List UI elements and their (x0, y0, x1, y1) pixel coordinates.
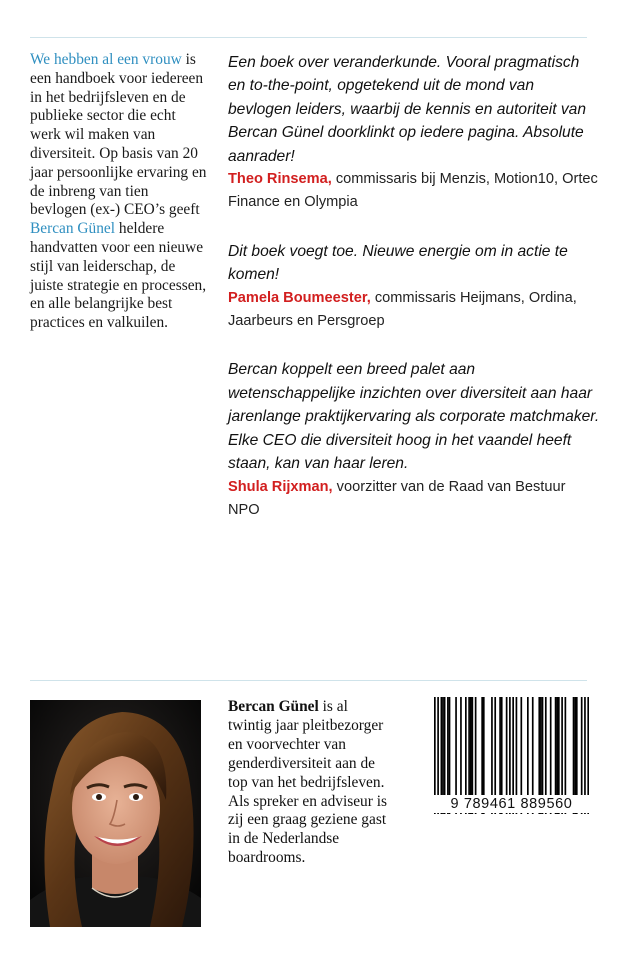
endorser-name: Theo Rinsema, (228, 171, 332, 188)
author-portrait-image (30, 700, 201, 927)
author-highlight: Bercan Günel (30, 220, 116, 238)
endorser-name: Shula Rijxman, (228, 478, 333, 495)
endorser-name: Pamela Boumeester, (228, 289, 371, 306)
top-divider (30, 37, 587, 38)
endorsement-text: Dit boek voegt toe. Nieuwe energie om in actie te komen! (228, 242, 568, 284)
book-description (30, 51, 208, 333)
endorser-role: commissaris Heijmans, Ordina, Jaarbeurs en Persgroep (228, 289, 577, 330)
endorsement-source (228, 476, 600, 523)
middle-divider (30, 680, 587, 681)
description-text-2: heldere handvatten voor een nieuwe stijl van leiderschap, de juiste strategie en processen, en alle belangrijke best practices en valkuilen. (30, 220, 207, 332)
endorsement-2 (228, 240, 600, 334)
endorsement-text: Bercan koppelt een breed palet aan wetenschappelijke inzichten over diversiteit aan haar jarenlange praktijkervaring als corporate matchmaker. Elke CEO die diversiteit hoog in het vaandel heeft staan, kan van haar leren. (228, 361, 600, 473)
author-photo (30, 700, 201, 927)
author-bio-text: is al twintig jaar pleitbezorger en voorvechter van genderdiversiteit aan de top van het bedrijfsleven. Als spreker en adviseur is zij een graag geziene gast in de Nederlandse boardrooms. (228, 698, 387, 867)
isbn-number: 9 789461 889560 (434, 795, 589, 813)
endorser-role: commissaris bij Menzis, Motion10, Ortec Finance en Olympia (228, 171, 598, 211)
endorsement-3 (228, 358, 600, 522)
endorsements (228, 51, 600, 547)
endorsement-source (228, 287, 600, 334)
endorsement-text: Een boek over veranderkunde. Vooral pragmatisch en to-the-point, opgetekend uit de mond van bevlogen leiders, waarbij de kennis en autoriteit van Bercan Günel doorklinkt op iedere pagina. Absolute aanrader! (228, 54, 587, 165)
author-name: Bercan Günel (228, 698, 319, 715)
book-title-highlight: We hebben al een vrouw (30, 51, 182, 68)
endorsement-source (228, 168, 600, 215)
author-bio (228, 698, 388, 868)
description-text-1: is een handboek voor iedereen in het bedrijfsleven en de publieke sector die echt werk wil maken van diversiteit. Op basis van 20 jaar persoonlijke ervaring en de inbreng van tien bevlogen (ex-) CEO’s geeft (30, 51, 207, 219)
endorser-role: voorzitter van de Raad van Bestuur NPO (228, 478, 566, 518)
endorsement-1 (228, 51, 600, 215)
